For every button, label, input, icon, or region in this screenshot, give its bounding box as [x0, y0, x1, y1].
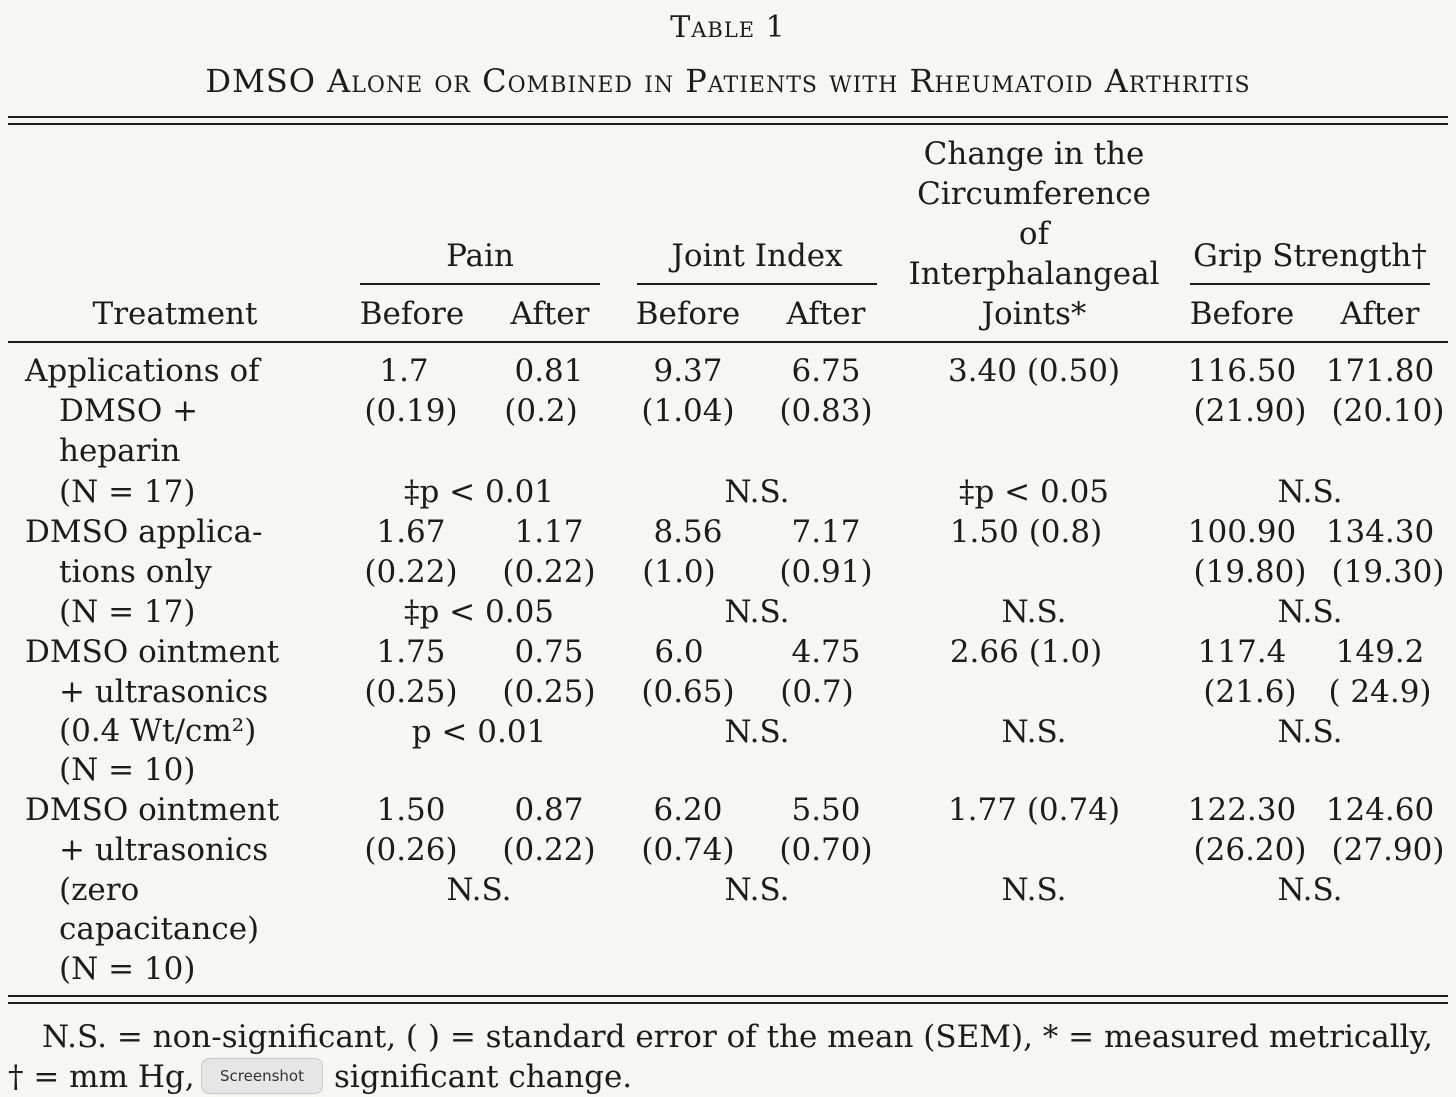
- row4-treatment-5: (N = 10): [59, 951, 196, 987]
- row1-ji-sig: N.S.: [724, 474, 790, 510]
- header-joint-index: Joint Index: [671, 238, 843, 274]
- row1-pain-after-sem: (0.2): [504, 393, 578, 429]
- row1-grip-before-sem: (21.90): [1193, 393, 1307, 429]
- row3-treatment-2: + ultrasonics: [59, 674, 269, 710]
- top-rule-2: [8, 123, 1448, 125]
- row3-treatment-3: (0.4 Wt/cm²): [59, 713, 257, 749]
- row2-ji-before-sem: (1.0): [642, 554, 716, 590]
- header-rule: [8, 341, 1448, 343]
- row2-pain-sig: ‡p < 0.05: [403, 594, 555, 630]
- footnote-line-2-start: † = mm Hg,: [8, 1059, 195, 1095]
- header-grip-before: Before: [1189, 296, 1295, 332]
- header-grip: Grip Strength†: [1193, 238, 1427, 274]
- grip-underline: [1190, 283, 1430, 285]
- row3-grip-before-sem: (21.6): [1203, 674, 1297, 710]
- row4-ji-after-sem: (0.70): [779, 832, 873, 868]
- row2-ji-before: 8.56: [653, 514, 723, 550]
- row4-circ-sig: N.S.: [1001, 872, 1067, 908]
- row4-treatment-3: (zero: [59, 872, 140, 908]
- row2-pain-before: 1.67: [376, 514, 446, 550]
- bottom-rule: [8, 995, 1448, 997]
- joint-index-underline: [637, 283, 877, 285]
- row4-treatment-4: capacitance): [59, 911, 260, 947]
- row3-pain-before: 1.75: [376, 634, 446, 670]
- header-pain-before: Before: [359, 296, 465, 332]
- bottom-rule-2: [8, 1002, 1448, 1004]
- row2-ji-after: 7.17: [791, 514, 861, 550]
- row4-grip-before: 122.30: [1187, 792, 1297, 828]
- row1-ji-before: 9.37: [653, 353, 723, 389]
- footnote-line-1: N.S. = non-significant, ( ) = standard error of the mean (SEM), * = measured metrically,: [42, 1019, 1433, 1055]
- table-title: Table 1: [670, 10, 786, 45]
- row3-pain-after: 0.75: [514, 634, 584, 670]
- row3-pain-before-sem: (0.25): [364, 674, 458, 710]
- row2-grip-before: 100.90: [1187, 514, 1297, 550]
- header-ji-after: After: [786, 296, 866, 332]
- row1-grip-after-sem: (20.10): [1331, 393, 1445, 429]
- row1-ji-after-sem: (0.83): [779, 393, 873, 429]
- row3-ji-before: 6.0: [654, 634, 704, 670]
- row1-treatment-4: (N = 17): [59, 474, 196, 510]
- row2-pain-after-sem: (0.22): [502, 554, 596, 590]
- row4-ji-before-sem: (0.74): [641, 832, 735, 868]
- row1-treatment-2: DMSO +: [59, 393, 199, 429]
- row4-ji-before: 6.20: [653, 792, 723, 828]
- row2-grip-sig: N.S.: [1277, 594, 1343, 630]
- row4-treatment-1: DMSO ointment: [25, 792, 280, 828]
- row4-pain-after-sem: (0.22): [502, 832, 596, 868]
- row2-pain-after: 1.17: [514, 514, 584, 550]
- header-grip-after: After: [1340, 296, 1420, 332]
- row3-pain-sig: p < 0.01: [411, 714, 547, 750]
- row1-grip-before: 116.50: [1187, 353, 1297, 389]
- screenshot-badge[interactable]: Screenshot: [201, 1058, 323, 1094]
- row2-grip-after: 134.30: [1325, 514, 1435, 550]
- row1-circ: 3.40 (0.50): [947, 353, 1121, 389]
- row2-ji-sig: N.S.: [724, 594, 790, 630]
- row4-circ: 1.77 (0.74): [947, 792, 1121, 828]
- row3-grip-after: 149.2: [1335, 634, 1425, 670]
- pain-underline: [360, 283, 600, 285]
- footnote-line-2-end: significant change.: [334, 1059, 633, 1095]
- row4-grip-sig: N.S.: [1277, 872, 1343, 908]
- row4-grip-after-sem: (27.90): [1331, 832, 1445, 868]
- row1-ji-before-sem: (1.04): [641, 393, 735, 429]
- row1-pain-before-sem: (0.19): [364, 393, 458, 429]
- row3-circ: 2.66 (1.0): [949, 634, 1103, 670]
- row4-pain-before: 1.50: [376, 792, 446, 828]
- top-rule: [8, 116, 1448, 118]
- row1-pain-before: 1.7: [379, 353, 429, 389]
- row2-treatment-2: tions only: [59, 554, 212, 590]
- row3-circ-sig: N.S.: [1001, 714, 1067, 750]
- header-circ-2: Circumference: [917, 176, 1151, 212]
- row1-treatment-3: heparin: [59, 433, 181, 469]
- row3-ji-before-sem: (0.65): [641, 674, 735, 710]
- row2-grip-before-sem: (19.80): [1193, 554, 1307, 590]
- row2-treatment-3: (N = 17): [59, 594, 196, 630]
- header-circ-4: Interphalangeal: [908, 256, 1160, 292]
- row4-treatment-2: + ultrasonics: [59, 832, 269, 868]
- row3-ji-sig: N.S.: [724, 714, 790, 750]
- row1-grip-sig: N.S.: [1277, 474, 1343, 510]
- row4-grip-after: 124.60: [1325, 792, 1435, 828]
- row3-treatment-4: (N = 10): [59, 752, 196, 788]
- row3-grip-sig: N.S.: [1277, 714, 1343, 750]
- row4-ji-sig: N.S.: [724, 872, 790, 908]
- header-circ-5: Joints*: [981, 296, 1087, 332]
- row4-pain-sig: N.S.: [446, 872, 512, 908]
- header-ji-before: Before: [635, 296, 741, 332]
- header-pain-after: After: [510, 296, 590, 332]
- row1-treatment-1: Applications of: [25, 353, 260, 389]
- row3-ji-after: 4.75: [791, 634, 861, 670]
- row2-circ: 1.50 (0.8): [949, 514, 1103, 550]
- row1-grip-after: 171.80: [1325, 353, 1435, 389]
- table-subtitle: DMSO Alone or Combined in Patients with Rheumatoid Arthritis: [205, 62, 1251, 100]
- row3-ji-after-sem: (0.7): [780, 674, 854, 710]
- row4-pain-after: 0.87: [514, 792, 584, 828]
- row4-pain-before-sem: (0.26): [364, 832, 458, 868]
- row3-grip-after-sem: ( 24.9): [1328, 674, 1432, 710]
- row3-pain-after-sem: (0.25): [502, 674, 596, 710]
- row2-circ-sig: N.S.: [1001, 594, 1067, 630]
- row1-pain-after: 0.81: [514, 353, 584, 389]
- row1-pain-sig: ‡p < 0.01: [403, 474, 555, 510]
- row2-pain-before-sem: (0.22): [364, 554, 458, 590]
- row1-ji-after: 6.75: [791, 353, 861, 389]
- row2-treatment-1: DMSO applica-: [25, 514, 263, 550]
- row1-circ-sig: ‡p < 0.05: [958, 474, 1110, 510]
- header-circ-1: Change in the: [923, 136, 1145, 172]
- row2-grip-after-sem: (19.30): [1331, 554, 1445, 590]
- row3-grip-before: 117.4: [1197, 634, 1287, 670]
- row4-grip-before-sem: (26.20): [1193, 832, 1307, 868]
- row2-ji-after-sem: (0.91): [779, 554, 873, 590]
- row4-ji-after: 5.50: [791, 792, 861, 828]
- header-treatment: Treatment: [92, 296, 258, 332]
- header-pain: Pain: [446, 238, 514, 274]
- header-circ-3: of: [1018, 216, 1050, 252]
- row3-treatment-1: DMSO ointment: [25, 634, 280, 670]
